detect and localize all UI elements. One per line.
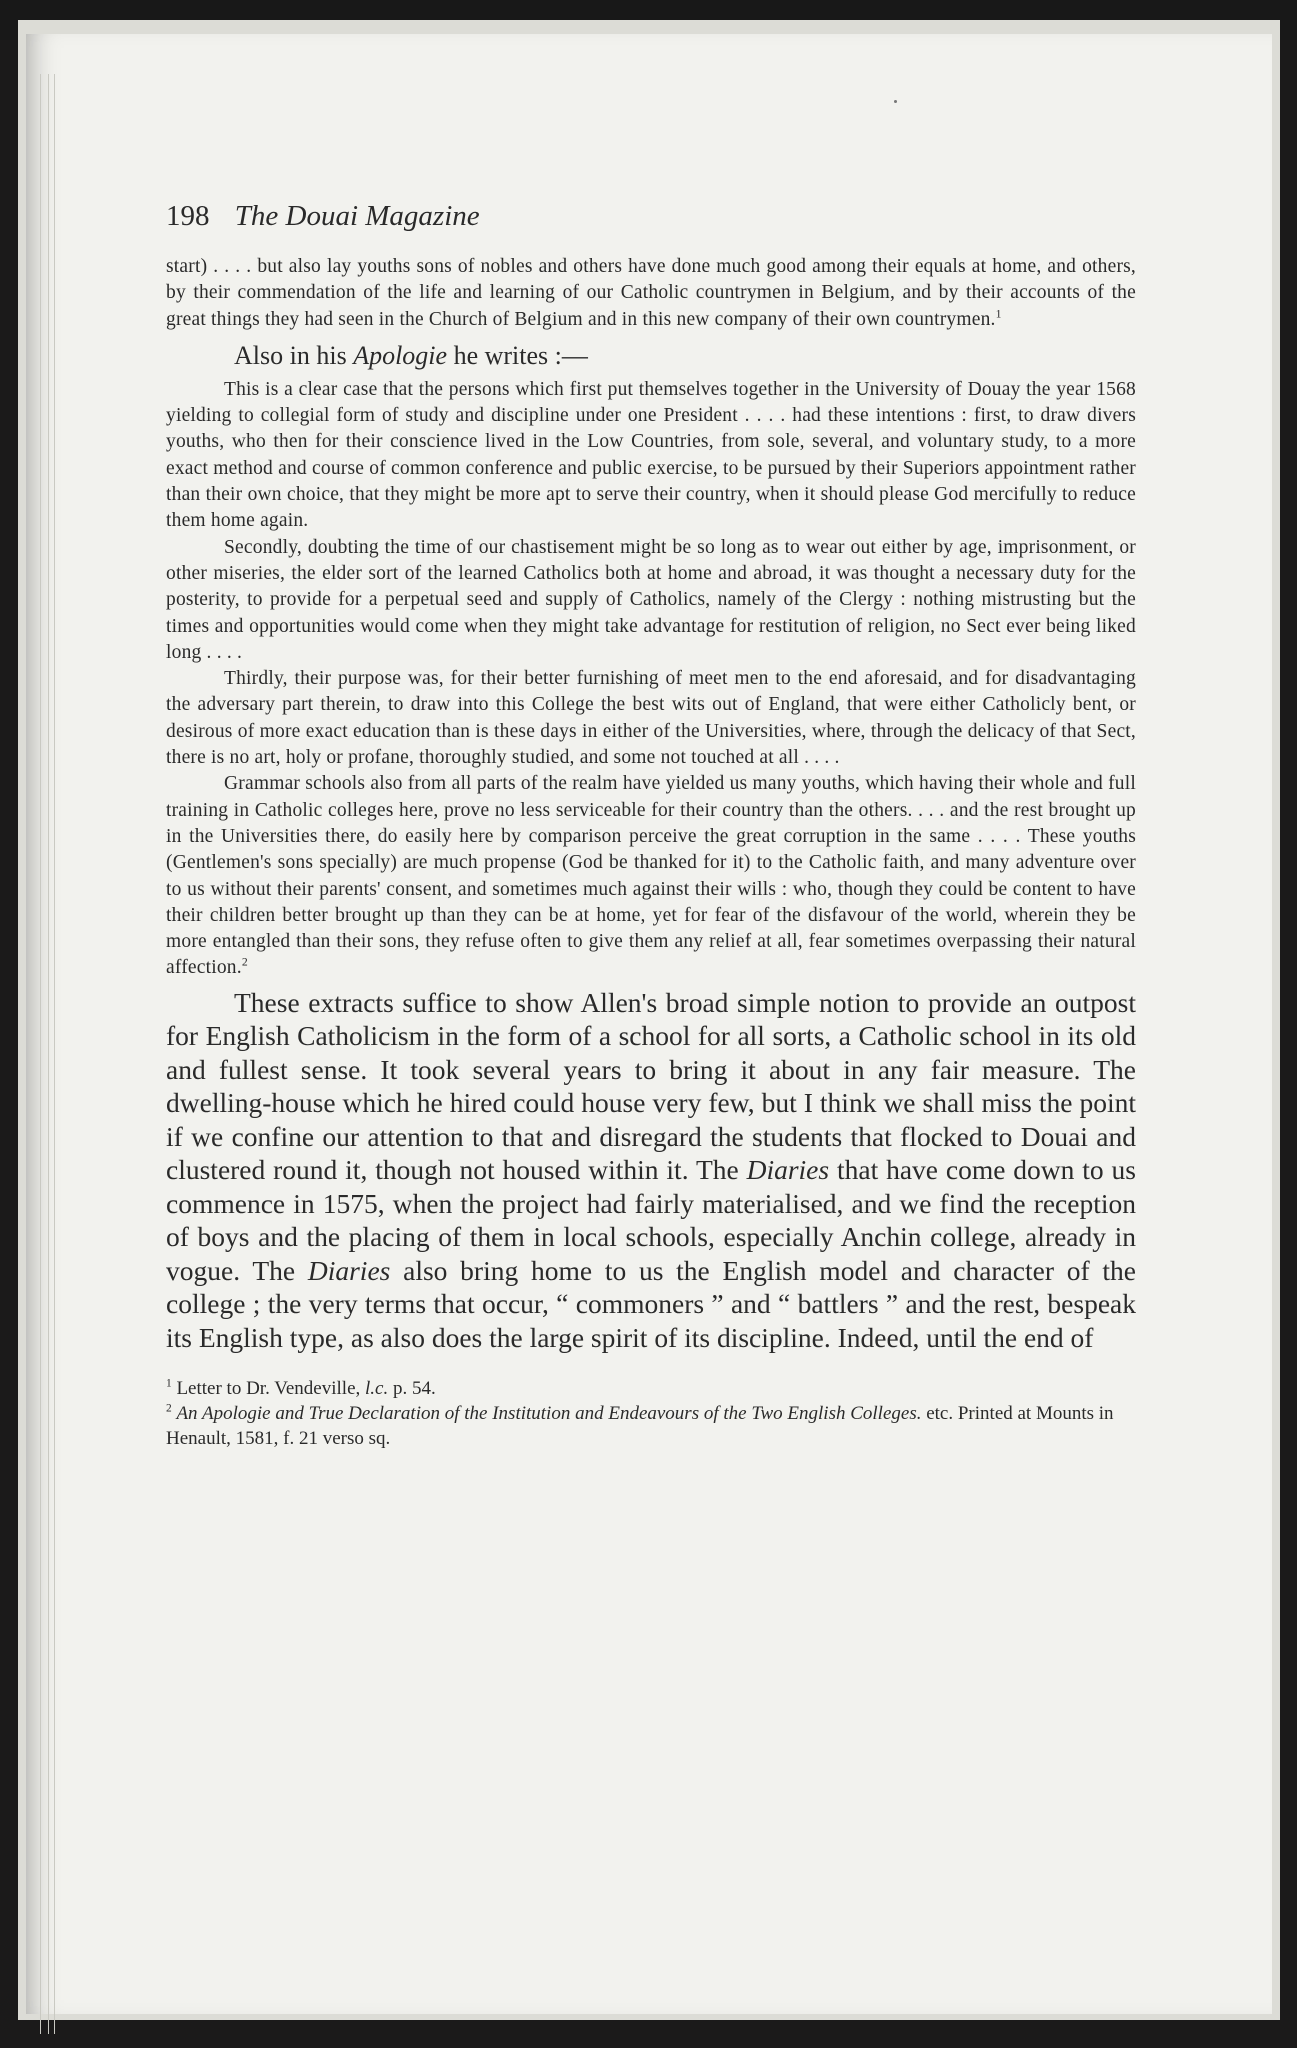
footnote-ref: 2	[241, 955, 248, 969]
apologie-intro: Also in his Apologie he writes :—	[234, 340, 588, 370]
apologie-paragraph: Thirdly, their purpose was, for their better furnishing of meet men to the end aforesaid, and for disadvantaging the adversary part therein, to draw into this College the best wits out of England, that were either Catholicly bent, or desirous of more exact education than is these days in either of the Universities, where, through the delicacy of that Sect, there is no art, holy or profane, thoroughly studied, and some not touched at all . . . .	[166, 668, 1136, 769]
running-title: The Douai Magazine	[234, 200, 480, 232]
body-paragraph: These extracts suffice to show Allen's broad simple notion to provide an outpost for English Catholicism in the form of a school for all sorts, a Catholic school in its old and fullest sense. It took several years to bring it about in any fair measure. The dwelling-house which he hired could house very few, but I think we shall miss the point if we confine our attention to that and disregard the students that flocked to Douai and clustered round it, though not housed within it. The Diaries that have come down to us commence in 1575, when the project had fairly materialised, and we find the reception of boys and the placing of them in local schools, especially Anchin college, already in vogue. The Diaries also bring home to us the English model and character of the college ; the very terms that occur, “ commoners ” and “ battlers ” and the rest, bespeak its English type, as also does the large spirit of its discipline. Indeed, until the end of	[166, 986, 1137, 1353]
running-header	[166, 200, 1136, 236]
apologie-paragraph: This is a clear case that the persons which first put themselves together in the University of Douay the year 1568 yielding to collegial form of study and discipline under one President . . . . had these intentions : first, to draw divers youths, who then for their conscience lived in the Low Countries, from sole, several, and voluntary study, to a more exact method and course of common conference and public exercise, to be pursued by their Superiors appointment rather than their own choice, that they might be more apt to serve their country, when it should please God mercifully to reduce them home again.	[166, 378, 1136, 532]
gutter-line	[54, 74, 55, 2034]
quote-continuation: start) . . . . but also lay youths sons of nobles and others have done much good among their equals at home, and others, by their commendation of the life and learning of our Catholic countrymen in Belgium, and by their accounts of the great things they had seen in the Church of Belgium and in this new company of their own countrymen.$^1$	[166, 256, 1136, 330]
page-text	[166, 200, 1136, 1451]
apologie-paragraph: Secondly, doubting the time of our chastisement might be so long as to wear out either by age, imprisonment, or other miseries, the elder sort of the learned Catholics both at home and abroad, it was thought a necessary duty for the posterity, to provide for a perpetual seed and supply of Catholics, namely of the Clergy : nothing mistrusting but the times and opportunities would come when they might take advantage for restitution of religion, no Sect ever being liked long . . . .	[166, 536, 1136, 663]
footnotes	[166, 1376, 1136, 1451]
page-number: 198	[166, 200, 210, 232]
page-speck	[894, 100, 897, 103]
apologie-paragraph: Grammar schools also from all parts of the realm have yielded us many youths, which having their whole and full training in Catholic colleges here, prove no less serviceable for their country than the others. . . . and the rest brought up in the Universities there, do easily here by comparison perceive the great corruption in the same . . . . These youths (Gentlemen's sons specially) are much propense (God be thanked for it) to the Catholic faith, and many adventure over to us without their parents' consent, and sometimes much against their wills : who, though they could be content to have their children better brought up than they can be at home, yet for fear of the disfavour of the world, wherein they be more entangled than their sons, they refuse often to give them any relief at all, fear sometimes overpassing their natural affection.$^2$	[166, 773, 1136, 979]
gutter-line	[48, 74, 49, 2034]
footnote: $^2$ An Apologie and True Declaration of the Institution and Endeavours of the Two English Colleges. etc. Printed at Mounts in Henault, 1581, f. 21 verso sq.	[166, 1402, 1114, 1450]
apologie-title: Apologie	[353, 340, 448, 370]
footnote: $^1$ Letter to Dr. Vendeville, l.c. p. 54.	[166, 1377, 436, 1400]
footnote-ref: 1	[995, 307, 1002, 321]
gutter-line	[40, 74, 41, 2034]
